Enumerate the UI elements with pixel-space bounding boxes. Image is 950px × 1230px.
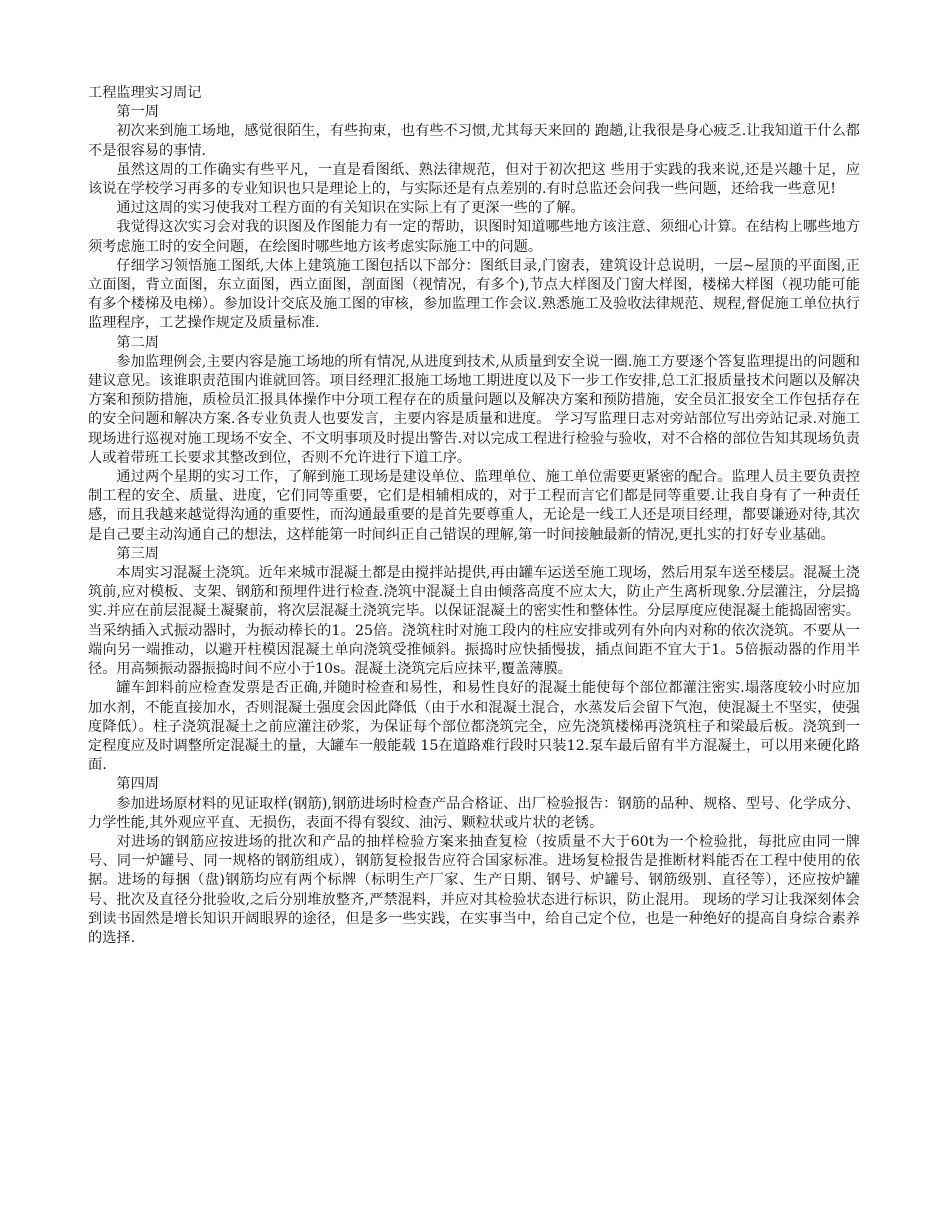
week-1-paragraph: 仔细学习领悟施工图纸,大体上建筑施工图包括以下部分：图纸目录,门窗表，建筑设计总说明，一层~屋顶的平面图,正立面图，背立面图，东立面图，西立面图，剖面图（视情况，有多个),节点大样图及门窗大样图，楼梯大样图（视功能可能有多个楼梯及电梯）。参加设计交底及施工图的审核，参加监理工作会议.熟悉施工及验收法律规范、规程,督促施工单位执行监理程序，工艺操作规定及质量标准. <box>88 257 860 332</box>
week-1-paragraph: 通过这周的实习使我对工程方面的有关知识在实际上有了更深一些的了解。 <box>116 200 585 217</box>
week-1-paragraph: 初次来到施工场地，感觉很陌生，有些拘束，也有些不习惯,尤其每天来回的 跑趟,让我很是身心疲乏.让我知道干什么都不是很容易的事情. <box>88 123 860 159</box>
document-title: 工程监理实习周记 <box>88 85 202 101</box>
week-4-paragraph: 参加进场原材料的见证取样(钢筋),钢筋进场时检查产品合格证、出厂检验报告：钢筋的品种、规格、型号、化学成分、力学性能,其外观应平直、无损伤，表面不得有裂纹、油污、颗粒状或片状的老锈。 <box>88 795 860 831</box>
week-4-paragraph: 对进场的钢筋应按进场的批次和产品的抽样检验方案来抽查复检（按质量不大于60t为一个检验批，每批应由同一牌号、同一炉罐号、同一规格的钢筋组成），钢筋复检报告应符合国家标准。进场复检报告是推断材料能否在工程中使用的依据。进场的每捆（盘)钢筋均应有两个标牌（标明生产厂家、生产日期、钢号、炉罐号、钢筋级别、直径等），还应按炉罐号、批次及直径分批验收,之后分别堆放整齐,严禁混料，并应对其检验状态进行标识，防止混用。 现场的学习让我深刻体会到读书固然是增长知识开阔眼界的途径，但是多一些实践，在实事当中，给自己定个位，也是一种绝好的提高自身综合素养的选择. <box>88 833 860 946</box>
week-1-paragraph: 虽然这周的工作确实有些平凡，一直是看图纸、熟法律规范，但对于初次把这 些用于实践的我来说,还是兴趣十足，应该说在学校学习再多的专业知识也只是理论上的，与实际还是有点差别的.有时总监还会问我一些问题，还给我一些意见! <box>88 161 860 198</box>
week-3-paragraph: 本周实习混凝土浇筑。近年来城市混凝土都是由搅拌站提供,再由罐车运送至施工现场，然后用泵车送至楼层。混凝土浇筑前,应对模板、支架、钢筋和预埋件进行检查.浇筑中混凝土自由倾落高度不应太大，防止产生离析现象.分层灌注，分层捣实.并应在前层混凝土凝聚前，将次层混凝土浇筑完毕。以保证混凝土的密实性和整体性。分层厚度应使混凝土能捣固密实。当采纳插入式振动器时，为振动棒长的1。25倍。浇筑柱时对施工段内的柱应安排或列有外向内对称的依次浇筑。不要从一端向另一端推动，以避开柱模因混凝土单向浇筑受推倾斜。振捣时应快插慢拔，插点间距不宜大于1。5倍振动器的作用半径。用高频振动器振捣时间不应小于10s。混凝土浇筑完后应抹平,覆盖薄膜。 <box>88 565 860 678</box>
week-2-heading: 第二周 <box>116 334 159 351</box>
week-4-heading: 第四周 <box>116 776 159 793</box>
week-3-heading: 第三周 <box>116 545 159 562</box>
week-3-paragraph: 罐车卸料前应检查发票是否正确,并随时检查和易性，和易性良好的混凝土能使每个部位都灌注密实.塌落度较小时应加加水剂，不能直接加水，否则混凝土强度会因此降低（由于水和混凝土混合，水蒸发后会留下气泡，使混凝土不坚实，使强度降低）。柱子浇筑混凝土之前应灌注砂浆，为保证每个部位都浇筑完全，应先浇筑楼梯再浇筑柱子和梁最后板。浇筑到一定程度应及时调整所定混凝土的量，大罐车一般能载 15在道路难行段时只装12.泵车最后留有半方混凝土，可以用来硬化路面. <box>88 680 860 774</box>
week-2-paragraph: 参加监理例会,主要内容是施工场地的所有情况,从进度到技术,从质量到安全说一圈.施工方要逐个答复监理提出的问题和建议意见。该谁职责范围内谁就回答。项目经理汇报施工场地工期进度以及下一步工作安排,总工汇报质量技术问题以及解决方案和预防措施，质检员汇报具体操作中分项工程存在的质量问题以及解决方案和预防措施，安全员汇报安全工作包括存在的安全问题和解决方案.各专业负责人也要发言，主要内容是质量和进度。 学习写监理日志对旁站部位写出旁站记录.对施工现场进行巡视对施工现场不安全、不文明事项及时提出警告.对以完成工程进行检验与验收，对不合格的部位告知其现场负责人或着带班工长要求其整改到位，否则不允许进行下道工序。 <box>88 353 860 466</box>
week-1-heading: 第一周 <box>116 104 159 121</box>
document-body <box>88 84 860 948</box>
week-2-paragraph: 通过两个星期的实习工作，了解到施工现场是建设单位、监理单位、施工单位需要更紧密的配合。监理人员主要负责控制工程的安全、质量、进度，它们同等重要，它们是相辅相成的，对于工程而言它们都是同等重要.让我自身有了一种责任感，而且我越来越觉得沟通的重要性，而沟通最重要的是首先要尊重人，无论是一线工人还是项目经理，都要谦逊对待,其次是自己要主动沟通自己的想法，这样能第一时间纠正自己错误的理解,第一时间接触最新的情况,更扎实的打好专业基础。 <box>88 469 860 543</box>
week-1-paragraph: 我觉得这次实习会对我的识图及作图能力有一定的帮助，识图时知道哪些地方该注意、须细心计算。在结构上哪些地方须考虑施工时的安全问题，在绘图时哪些地方该考虑实际施工中的问题。 <box>88 219 860 255</box>
